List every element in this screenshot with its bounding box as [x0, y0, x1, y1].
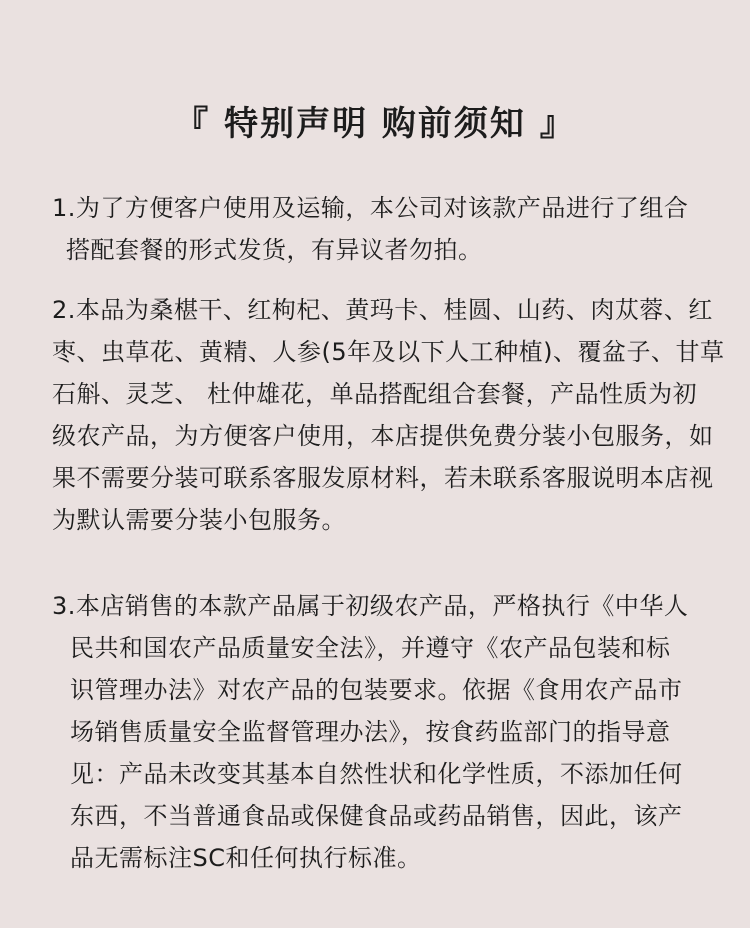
item-3-line-5: 见：产品未改变其基本自然性状和化学性质，不添加任何 — [70, 760, 683, 788]
item-2-line-4: 级农产品，为方便客户使用，本店提供免费分装小包服务，如 — [52, 422, 714, 450]
item-2-line-2: 枣、虫草花、黄精、人参(5年及以下人工种植)、覆盆子、甘草 — [52, 338, 725, 366]
item-3-line-2: 民共和国农产品质量安全法》，并遵守《农产品包装和标 — [70, 634, 671, 662]
item-1-line-1: 1.为了方便客户使用及运输，本公司对该款产品进行了组合 — [52, 194, 689, 222]
item-3-line-4: 场销售质量安全监督管理办法》，按食药监部门的指导意 — [70, 718, 671, 746]
item-3-line-3: 识管理办法》对农产品的包装要求。依据《食用农产品市 — [70, 676, 683, 704]
item-2-line-1: 2.本品为桑椹干、红枸杞、黄玛卡、桂圆、山药、肉苁蓉、红 — [52, 296, 713, 324]
item-3-line-1: 3.本店销售的本款产品属于初级农产品，严格执行《中华人 — [52, 592, 689, 620]
item-3-line-7: 品无需标注SC和任何执行标准。 — [70, 844, 422, 872]
item-2-line-5: 果不需要分装可联系客服发原材料，若未联系客服说明本店视 — [52, 464, 714, 492]
notice-title: 『 特别声明 购前须知 』 — [174, 104, 576, 144]
item-2-line-3: 石斛、灵芝、 杜仲雄花，单品搭配组合套餐，产品性质为初 — [52, 380, 698, 408]
item-1-line-2: 搭配套餐的形式发货，有异议者勿拍。 — [66, 236, 483, 264]
item-3-line-6: 东西，不当普通食品或保健食品或药品销售，因此，该产 — [70, 802, 683, 830]
item-2-line-6: 为默认需要分装小包服务。 — [52, 506, 346, 534]
